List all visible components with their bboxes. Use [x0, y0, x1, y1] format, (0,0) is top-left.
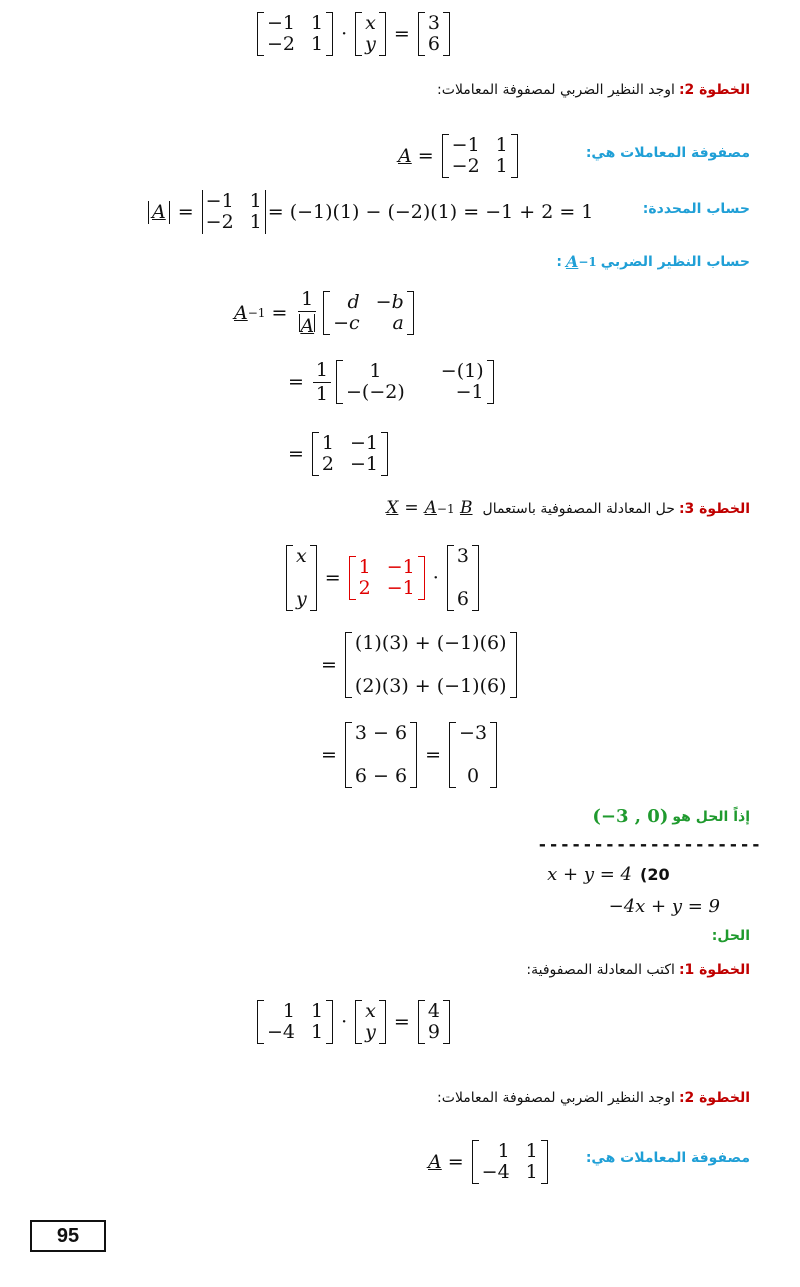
step2-bottom: الخطوة 2: اوجد النظير الضربي لمصفوفة المعاملات:	[437, 1090, 750, 1106]
step2-top	[437, 82, 750, 98]
result-line: إذاً الحل هو (−3 , 0)	[592, 806, 750, 827]
system-eq1: x + y = 4	[547, 864, 632, 885]
step3: الخطوة 3: حل المعادلة المصفوفية باستعمال X = A −1 B	[386, 498, 750, 518]
product-result: = 3 − 6 6 − 6 = −3 0	[315, 722, 499, 788]
inverse-result: = 1 −1 2 −1	[282, 432, 390, 476]
inverse-formula: A −1 = $\frac{1}{A}$ d −b −c a	[234, 290, 416, 336]
separator: --------------------	[537, 835, 762, 855]
system-eq2: −4x + y = 9	[608, 896, 720, 917]
problem-number: (20	[640, 865, 670, 884]
solve-equation: x y = 1 −1 2 −1 · 3 6	[284, 545, 481, 611]
inverse-substituted: = $\frac{1}{1}$ 1 −(1) −(−2) −1	[282, 360, 496, 404]
matrix-equation-top: −1 1 −2 1 · x y = 3 6	[255, 12, 452, 56]
coef-label-1: مصفوفة المعاملات هي:	[585, 145, 750, 161]
step-label: الخطوة 2:	[678, 82, 750, 98]
coef-label-2: مصفوفة المعاملات هي:	[585, 1150, 750, 1166]
step-text: اوجد النظير الضربي لمصفوفة المعاملات:	[437, 82, 675, 98]
det-expression: = (−1)(1) − (−2)(1) = −1 + 2 = 1	[267, 200, 594, 223]
det-equation: A = −1 1 −2 1 = (−1)(1) − (−2)(1) = −1 + 2 = 1	[146, 190, 593, 234]
matrix-equation-bottom: 1 1 −4 1 · x y = 4 9	[255, 1000, 452, 1044]
page-number-box	[30, 1220, 106, 1252]
coef-matrix-2: A = 1 1 −4 1	[428, 1140, 550, 1184]
product-expansion: = (1)(3) + (−1)(6) (2)(3) + (−1)(6)	[315, 632, 519, 698]
page-number: 95	[56, 1224, 80, 1247]
coef-matrix-1: A = −1 1 −2 1	[398, 134, 520, 178]
step1: الخطوة 1: اكتب المعادلة المصفوفية:	[526, 962, 750, 978]
inverse-label: حساب النظير الضربي A −1 :	[556, 252, 750, 271]
det-label: حساب المحددة:	[642, 201, 750, 217]
solution-label: الحل:	[711, 928, 750, 944]
